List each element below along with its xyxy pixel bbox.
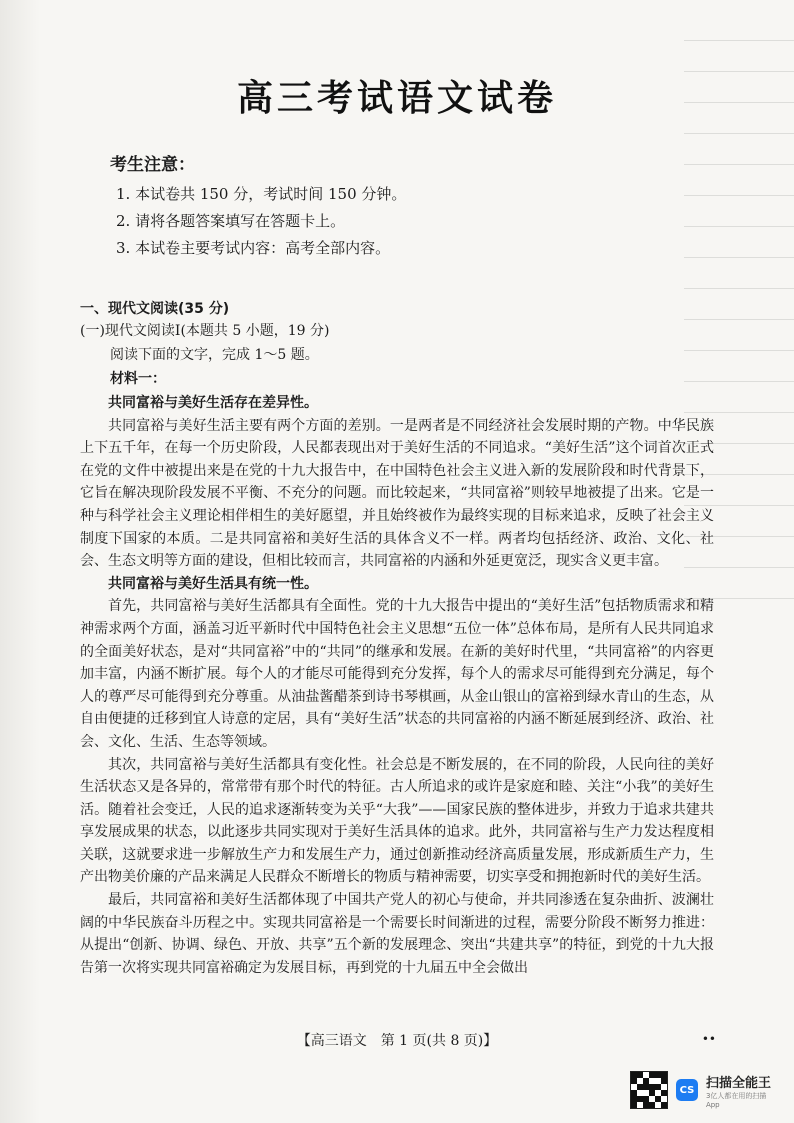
scanner-app-name: 扫描全能王	[705, 1075, 771, 1091]
page-footer	[0, 1030, 794, 1050]
paragraph: 其次，共同富裕与美好生活都具有变化性。社会总是不断发展的，在不同的阶段，人民向往的美好生活状态又是各异的，常常带有那个时代的特征。古人所追求的或许是家庭和睦、关注“小我”的美好生活。随着社会变迁，人民的追求逐渐转变为关乎“大我”——国家民族的整体进步，并致力于追求共建共享发展成果的状态，以此逐步共同实现对于美好生活具体的追求。此外，共同富裕与生产力发达程度相关联，这就要求进一步解放生产力和发展生产力，通过创新推动经济高质量发展，形成新质生产力，生产出物美价廉的产品来满足人民群众不断增长的物质与精神需要，切实享受和拥抱新时代的美好生活。	[80, 756, 714, 886]
footer-page-info: 【高三语文 第 1 页(共 8 页)】	[296, 1033, 498, 1049]
sub-section-heading: (一)现代文阅读Ⅰ(本题共 5 小题，19 分)	[80, 323, 330, 339]
paragraph: 最后，共同富裕和美好生活都体现了中国共产党人的初心与使命，并共同渗透在复杂曲折、波澜壮阔的中华民族奋斗历程之中。实现共同富裕是一个需要长时间渐进的过程，需要分阶段不断努力推进：从提出“创新、协调、绿色、开放、共享”五个新的发展理念、突出“共建共享”的特征，到党的十九大报告第一次将实现共同富裕确定为发展目标，再到党的十九届五中全会做出	[80, 892, 714, 976]
paragraph-lead: 共同富裕与美好生活具有统一性。	[108, 575, 318, 592]
notice-title: 考生注意：	[110, 155, 195, 175]
material-label: 材料一：	[110, 371, 166, 387]
qr-code-icon	[630, 1071, 668, 1109]
scanner-watermark	[630, 1068, 780, 1112]
page-edge-shadow	[0, 0, 40, 1123]
camscanner-logo-icon: CS	[676, 1079, 698, 1101]
reading-instruction: 阅读下面的文字，完成 1～5 题。	[110, 347, 319, 363]
notice-item: 2. 请将各题答案填写在答题卡上。	[116, 212, 346, 230]
candidate-notice	[110, 150, 710, 262]
section-heading: 一、现代文阅读(35 分)	[80, 301, 230, 317]
notice-item: 1. 本试卷共 150 分，考试时间 150 分钟。	[116, 185, 407, 203]
exam-title: 高三考试语文试卷	[236, 78, 557, 119]
footer-mark: ••	[701, 1032, 716, 1046]
paragraph: 首先，共同富裕与美好生活都具有全面性。党的十九大报告中提出的“美好生活”包括物质需求和精神需求两个方面，涵盖习近平新时代中国特色社会主义思想“五位一体”总体布局，是所有人民共同追求的全面美好状态，是对“共同富裕”中的“共同”的继承和发展。在新的美好时代里，“共同富裕”的内容更加丰富，内涵不断扩展。每个人的才能尽可能得到充分发挥，每个人的需求尽可能得到充分满足，每个人的尊严尽可能得到充分尊重。从油盐酱醋茶到诗书琴棋画，从金山银山的富裕到绿水青山的生态，从自由便捷的迁移到宜人诗意的定居，具有“美好生活”状态的共同富裕的内涵不断延展到经济、政治、社会、文化、生活、生态等领域。	[80, 598, 714, 750]
scanner-slogan: 3亿人都在用的扫描App	[705, 1091, 767, 1109]
passage-body	[80, 392, 714, 979]
paragraph-lead: 共同富裕与美好生活存在差异性。	[108, 395, 318, 411]
paragraph: 共同富裕与美好生活主要有两个方面的差别。一是两者是不同经济社会发展时期的产物。中华民族上下五千年，在每一个历史阶段，人民都表现出对于美好生活的不同追求。“美好生活”这个词首次正式在党的文件中被提出来是在党的十九大报告中，在中国特色社会主义进入新的发展阶段和时代背景下，它旨在解决现阶段发展不平衡、不充分的问题。而比较起来，“共同富裕”则较早地被提了出来。它是一种与科学社会主义理论相伴相生的美好愿望，并且始终被作为最终实现的目标来追求，反映了社会主义制度下国家的本质。二是共同富裕和美好生活的具体含义不一样。两者均包括经济、政治、文化、社会、生态文明等方面的建设，但相比较而言，共同富裕的内涵和外延更宽泛，现实含义更丰富。	[80, 417, 714, 570]
notice-item: 3. 本试卷主要考试内容：高考全部内容。	[116, 239, 391, 257]
